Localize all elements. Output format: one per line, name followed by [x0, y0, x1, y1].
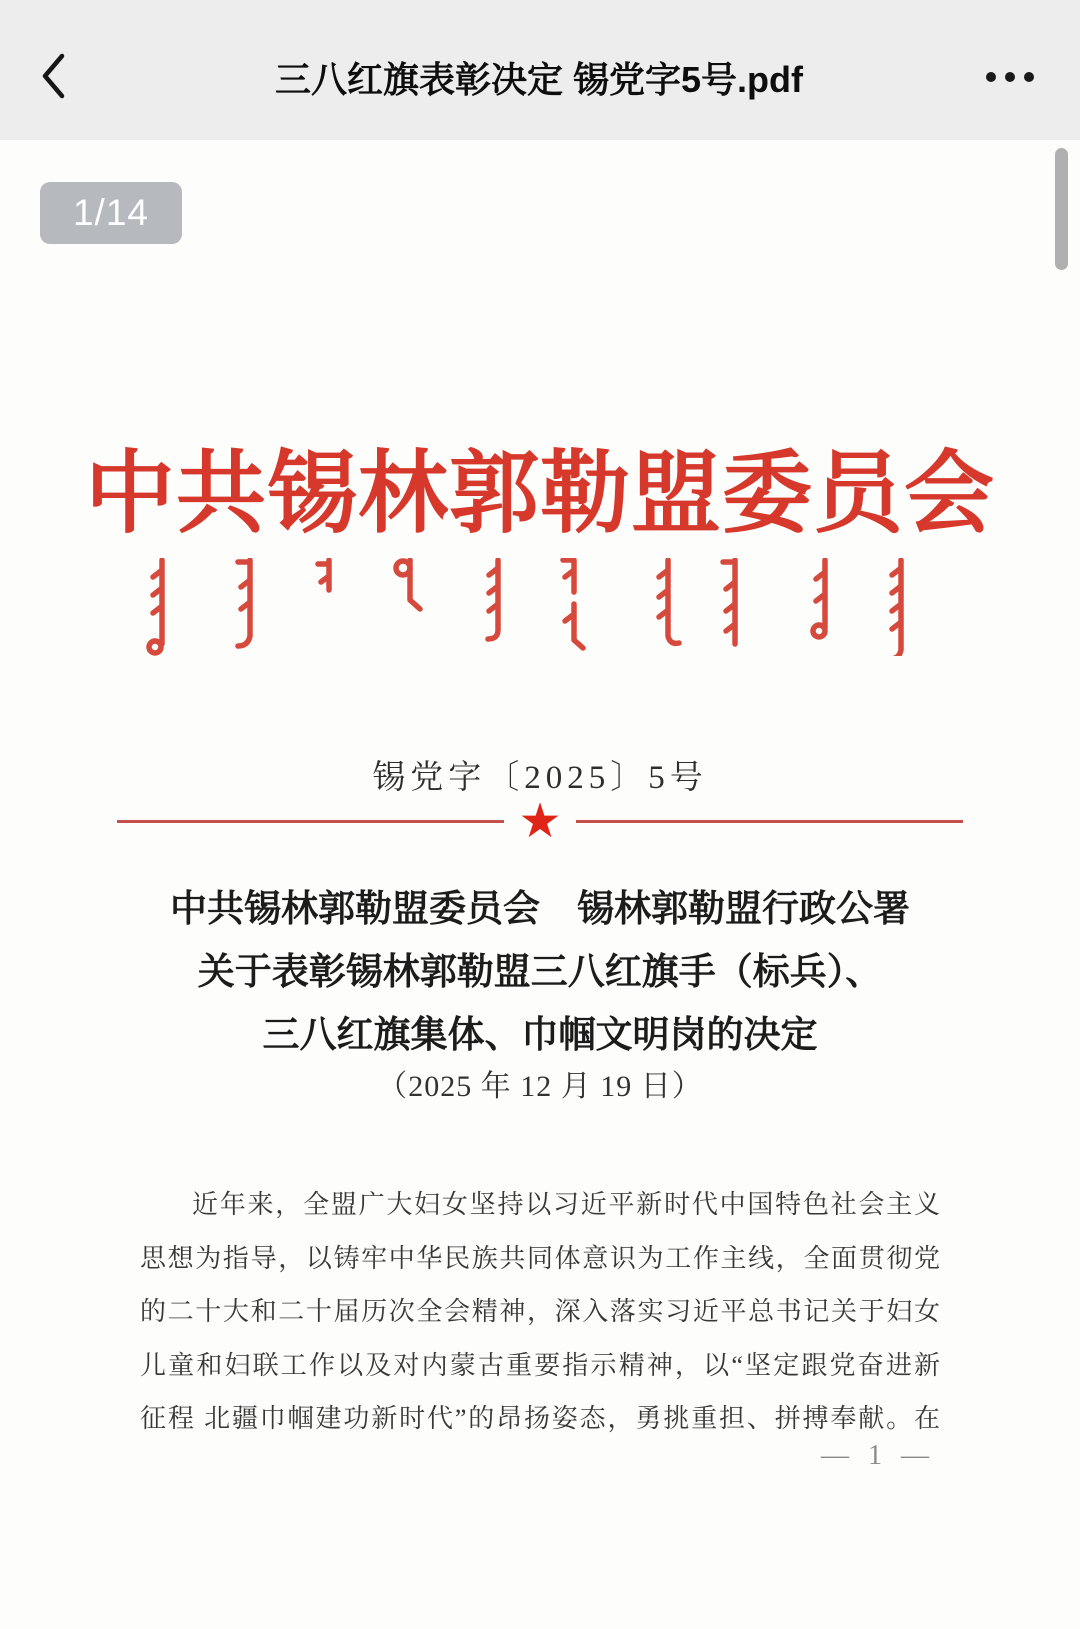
- document-title-line: 中共锡林郭勒盟委员会 锡林郭勒盟行政公署: [170, 889, 910, 930]
- chevron-left-icon: [40, 52, 66, 103]
- body-line: 思想为指导，以铸牢中华民族共同体意识为工作主线，全面贯彻党: [140, 1243, 940, 1273]
- page-number: — 1 —: [821, 1439, 935, 1471]
- mongolian-vertical-script-icon: [140, 558, 940, 656]
- back-button[interactable]: [40, 47, 92, 107]
- more-options-button[interactable]: [986, 47, 1034, 107]
- file-title: 三八红旗表彰决定 锡党字5号.pdf: [275, 58, 803, 100]
- page-indicator-badge: 1/14: [40, 182, 182, 244]
- document-title: [130, 878, 950, 1067]
- letterhead-title: 中共锡林郭勒盟委员会: [85, 445, 995, 544]
- document-title-line: 关于表彰锡林郭勒盟三八红旗手（标兵）、: [197, 952, 883, 993]
- divider-line-left: [117, 820, 504, 823]
- navbar: [0, 0, 1080, 140]
- document-number: 锡党字〔2025〕5号: [372, 760, 708, 796]
- body-line: 征程 北疆巾帼建功新时代”的昂扬姿态，勇挑重担、拼搏奉献。在: [140, 1404, 940, 1433]
- body-line: 儿童和妇联工作以及对内蒙古重要指示精神，以“坚定跟党奋进新: [140, 1350, 940, 1380]
- ellipsis-icon: [986, 72, 1034, 82]
- star-icon: ★: [518, 793, 562, 849]
- pdf-page: [0, 140, 1080, 1629]
- star-divider: [117, 793, 963, 849]
- body-line: 近年来，全盟广大妇女坚持以习近平新时代中国特色社会主义: [192, 1190, 940, 1219]
- document-body: [140, 1178, 940, 1446]
- body-line: 的二十大和二十届历次全会精神，深入落实习近平总书记关于妇女: [140, 1297, 940, 1326]
- divider-line-right: [576, 820, 963, 823]
- document-title-line: 三八红旗集体、巾帼文明岗的决定: [262, 1015, 818, 1056]
- scrollbar-thumb[interactable]: [1055, 148, 1068, 270]
- document-date: （2025 年 12 月 19 日）: [377, 1070, 703, 1103]
